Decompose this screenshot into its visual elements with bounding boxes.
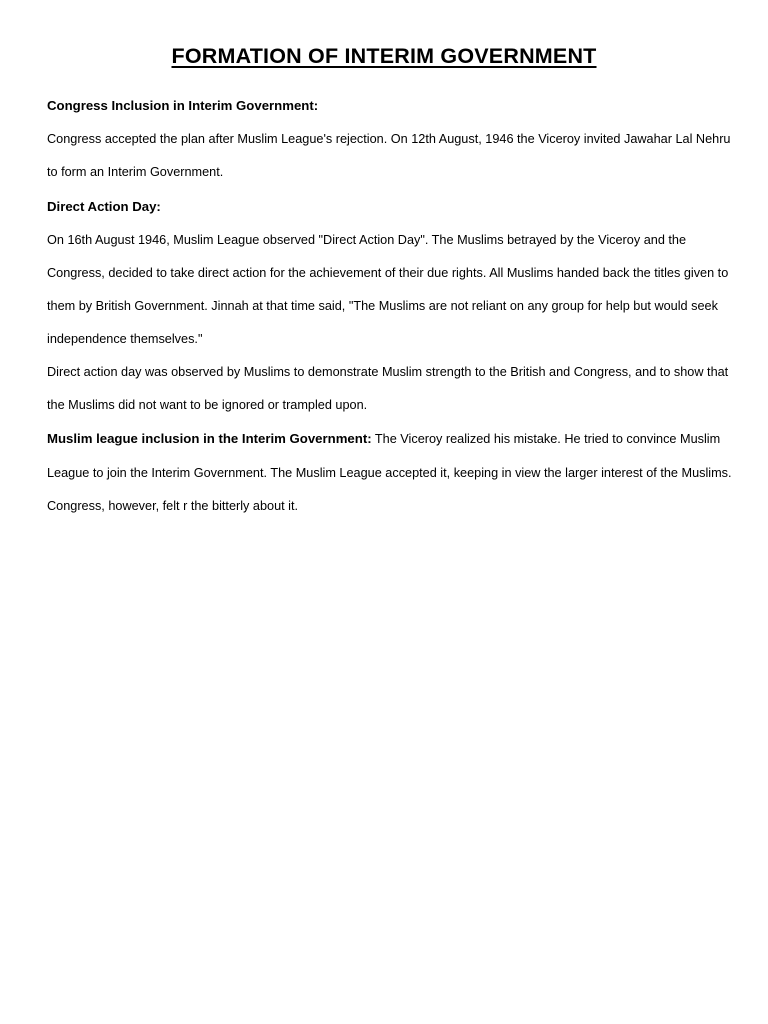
document-title: FORMATION OF INTERIM GOVERNMENT (171, 44, 597, 68)
section-heading-congress-inclusion: Congress Inclusion in Interim Government: (47, 98, 319, 113)
paragraph-direct-action-day-2: Direct action day was observed by Muslims to demonstrate Muslim strength to the British and Congress, and to show that the Muslims did not want to be ignored or trampled upon. (47, 365, 729, 412)
paragraph-muslim-league-inclusion (47, 422, 737, 524)
paragraph-muslim-league-inclusion-text: The Viceroy realized his mistake. He tried to convince Muslim League to join the Interim Government. The Muslim League accepted it, keeping in view the larger interest of the Muslims. Congress, however, felt r the bitterly about it. (47, 432, 732, 513)
paragraph-congress-inclusion: Congress accepted the plan after Muslim League's rejection. On 12th August, 1946 the Viceroy invited Jawahar Lal Nehru to form an Interim Government. (47, 132, 731, 179)
paragraph-direct-action-day-1: On 16th August 1946, Muslim League observed "Direct Action Day". The Muslims betrayed by the Viceroy and the Congress, decided to take direct action for the achievement of their due rights. All Muslims handed back the titles given to them by British Government. Jinnah at that time said, "The Muslims are not reliant on any group for help but would seek independence themselves." (47, 233, 729, 346)
section-heading-direct-action-day: Direct Action Day: (47, 199, 161, 214)
section-heading-muslim-league-inclusion: Muslim league inclusion in the Interim Government: (47, 431, 372, 446)
